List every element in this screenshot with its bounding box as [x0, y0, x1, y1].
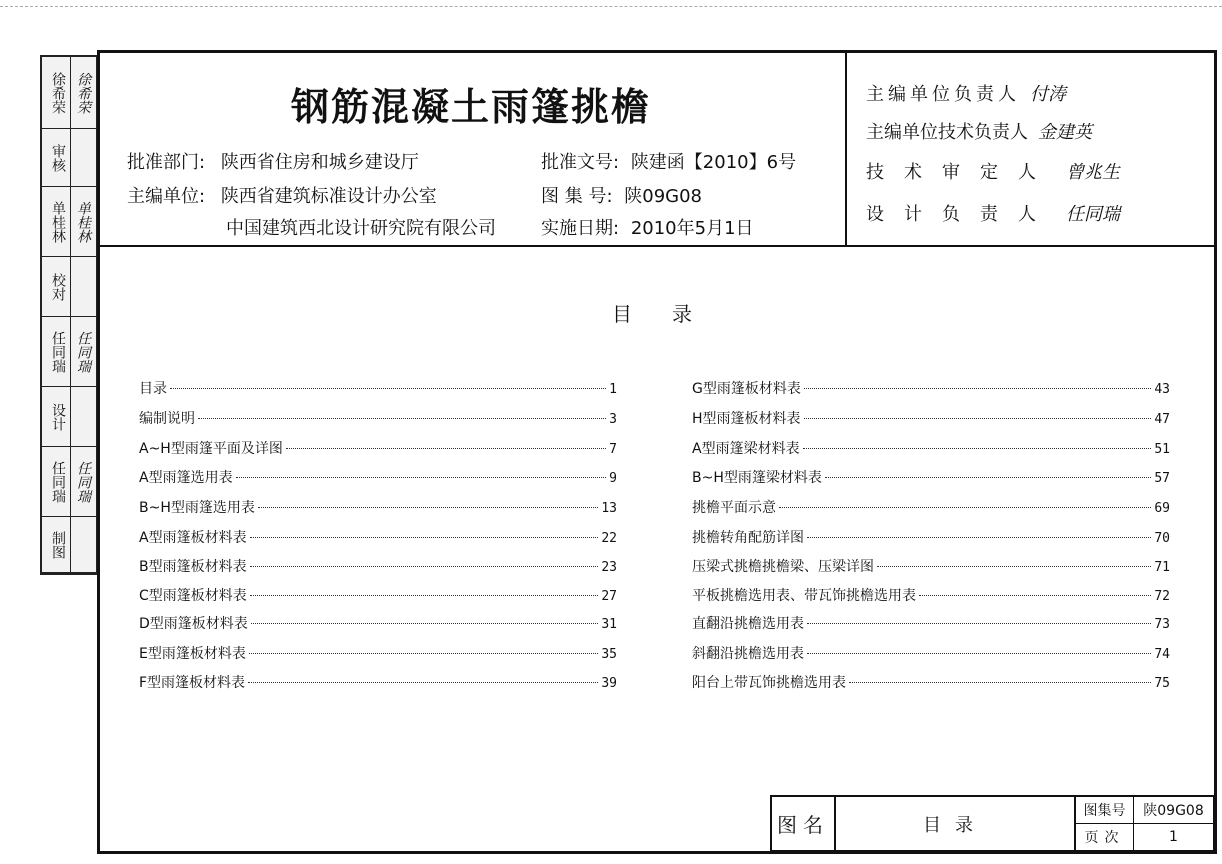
sidebar-signature — [72, 257, 94, 316]
toc-leader-dots — [804, 388, 1151, 389]
toc-entry-page: 31 — [601, 617, 617, 632]
responsible-role: 技术审定人 — [866, 162, 1056, 183]
atlas-no-value: 陕09G08 — [1134, 797, 1213, 824]
toc-leader-dots — [198, 418, 606, 419]
toc-entry-label: 阳台上带瓦饰挑檐选用表 — [692, 675, 846, 691]
toc-leader-dots — [250, 537, 599, 538]
atlas-number — [541, 182, 702, 208]
toc-leader-dots — [804, 418, 1152, 419]
toc-entry[interactable] — [139, 643, 617, 661]
toc-entry-label: 挑檐平面示意 — [692, 500, 776, 516]
toc-entry[interactable] — [692, 672, 1170, 690]
toc-entry-page: 51 — [1154, 442, 1170, 457]
sidebar-cell — [42, 187, 96, 257]
toc-entry[interactable] — [139, 672, 617, 690]
toc-entry-label: 斜翻沿挑檐选用表 — [692, 646, 804, 662]
effective-date-label: 实施日期: — [541, 218, 620, 239]
toc-entry-page: 69 — [1154, 501, 1170, 516]
page-no-value: 1 — [1169, 829, 1178, 845]
toc-entry[interactable] — [139, 378, 617, 396]
toc-leader-dots — [258, 507, 598, 508]
sidebar-label: 任同瑞 — [46, 447, 71, 516]
toc-leader-dots — [807, 537, 1151, 538]
toc-entry-page: 43 — [1154, 382, 1170, 397]
toc-entry-page: 72 — [1154, 589, 1170, 604]
toc-leader-dots — [170, 388, 606, 389]
toc-entry-label: 平板挑檐选用表、带瓦饰挑檐选用表 — [692, 588, 916, 604]
toc-entry-label: B~H型雨篷选用表 — [139, 500, 255, 516]
sidebar-cell — [42, 447, 96, 517]
editor-unit-label: 主编单位: — [127, 186, 206, 207]
toc-entry-label: D型雨篷板材料表 — [139, 616, 248, 632]
sidebar-label: 单桂林 — [46, 187, 71, 256]
page-no-label: 页次 — [1076, 824, 1134, 850]
toc-entry-page: 47 — [1154, 412, 1170, 427]
toc-leader-dots — [236, 477, 607, 478]
responsible-role: 设计负责人 — [866, 204, 1056, 225]
editor-unit-value-1: 陕西省建筑标准设计办公室 — [220, 186, 437, 207]
toc-entry-label: C型雨篷板材料表 — [139, 588, 247, 604]
toc-leader-dots — [779, 507, 1151, 508]
doc-no-value: 陕建函【2010】6号 — [630, 152, 797, 173]
toc-entry[interactable] — [692, 408, 1170, 426]
approval-sidebar — [40, 55, 98, 575]
toc-entry-label: B~H型雨篷梁材料表 — [692, 470, 822, 486]
toc-entry-page: 3 — [609, 412, 617, 427]
responsible-row — [866, 118, 1092, 144]
toc-entry[interactable] — [692, 643, 1170, 661]
sidebar-signature: 任同瑞 — [75, 460, 91, 503]
toc-entry[interactable] — [139, 438, 617, 456]
responsible-role: 主编单位技术负责人 — [866, 122, 1028, 143]
toc-entry-page: 75 — [1154, 676, 1170, 691]
atlas-number-value: 陕09G08 — [624, 186, 703, 207]
sidebar-label: 校对 — [46, 257, 71, 316]
toc-entry[interactable] — [692, 497, 1170, 515]
toc-entry[interactable] — [139, 408, 617, 426]
sidebar-label: 审核 — [46, 129, 71, 186]
toc-entry[interactable] — [139, 613, 617, 631]
editor-unit — [127, 182, 437, 208]
sidebar-cell — [42, 257, 96, 317]
drawing-name-value: 目录 — [836, 797, 1076, 850]
responsible-row — [866, 80, 1066, 106]
toc-entry-page: 71 — [1154, 560, 1170, 575]
responsible-signature: 金建英 — [1038, 122, 1092, 143]
toc-entry-label: 挑檐转角配筋详图 — [692, 530, 804, 546]
approval-dept — [127, 148, 419, 174]
toc-leader-dots — [849, 682, 1151, 683]
toc-entry-label: A~H型雨篷平面及详图 — [139, 441, 283, 457]
toc-entry-label: A型雨篷选用表 — [139, 470, 233, 486]
toc-entry-page: 39 — [601, 676, 617, 691]
sidebar-signature — [72, 387, 94, 446]
toc-leader-dots — [250, 595, 599, 596]
sidebar-signature: 任同瑞 — [75, 330, 91, 373]
sidebar-label: 任同瑞 — [46, 317, 71, 386]
toc-entry-page: 23 — [601, 560, 617, 575]
toc-leader-dots — [249, 653, 598, 654]
doc-no-label: 批准文号: — [541, 152, 620, 173]
toc-entry-label: 压梁式挑檐挑檐梁、压梁详图 — [692, 559, 874, 575]
toc-entry[interactable] — [692, 556, 1170, 574]
toc-entry-label: A型雨篷板材料表 — [139, 530, 247, 546]
toc-entry[interactable] — [139, 497, 617, 515]
toc-leader-dots — [251, 623, 599, 624]
approval-dept-label: 批准部门: — [127, 152, 206, 173]
drawing-name-label: 图名 — [772, 797, 836, 850]
toc-entry-label: 目录 — [139, 381, 167, 397]
toc-entry[interactable] — [692, 438, 1170, 456]
responsible-row — [866, 200, 1120, 226]
toc-entry[interactable] — [692, 585, 1170, 603]
sidebar-label: 制图 — [46, 517, 71, 572]
toc-leader-dots — [919, 595, 1151, 596]
toc-entry-label: 编制说明 — [139, 411, 195, 427]
toc-entry-page: 13 — [601, 501, 617, 516]
toc-entry-page: 73 — [1154, 617, 1170, 632]
toc-entry-page: 27 — [601, 589, 617, 604]
toc-entry[interactable] — [692, 613, 1170, 631]
toc-entry-label: A型雨篷梁材料表 — [692, 441, 800, 457]
responsible-row — [866, 158, 1120, 184]
atlas-number-label: 图 集 号: — [541, 186, 613, 207]
toc-entry-label: B型雨篷板材料表 — [139, 559, 247, 575]
sidebar-signature — [72, 517, 94, 572]
toc-entry-page: 74 — [1154, 647, 1170, 662]
sidebar-signature — [72, 129, 94, 186]
sidebar-label: 设计 — [46, 387, 71, 446]
toc-entry[interactable] — [692, 527, 1170, 545]
toc-leader-dots — [248, 682, 598, 683]
atlas-no-label: 图集号 — [1076, 797, 1134, 824]
toc-entry[interactable] — [692, 378, 1170, 396]
toc-leader-dots — [803, 448, 1152, 449]
toc-leader-dots — [286, 448, 606, 449]
toc-entry-page: 9 — [609, 471, 617, 486]
responsible-signature: 任同瑞 — [1066, 204, 1120, 225]
toc-entry-label: H型雨篷板材料表 — [692, 411, 801, 427]
toc-entry-label: G型雨篷板材料表 — [692, 381, 801, 397]
toc-entry-label: E型雨篷板材料表 — [139, 646, 246, 662]
approval-dept-value: 陕西省住房和城乡建设厅 — [220, 152, 419, 173]
editor-unit-value-2: 中国建筑西北设计研究院有限公司 — [226, 218, 496, 239]
toc-heading: 目录 — [612, 302, 732, 326]
sidebar-cell — [42, 387, 96, 447]
toc-entry[interactable] — [139, 585, 617, 603]
responsible-signature: 付涛 — [1030, 84, 1066, 105]
responsible-role: 主编单位负责人 — [866, 84, 1020, 105]
effective-date-value: 2010年5月1日 — [630, 218, 754, 239]
toc-entry-page: 57 — [1154, 471, 1170, 486]
title-block — [770, 795, 1215, 852]
responsible-signature: 曾兆生 — [1066, 162, 1120, 183]
toc-entry-label: 直翻沿挑檐选用表 — [692, 616, 804, 632]
toc-leader-dots — [807, 623, 1151, 624]
sidebar-cell — [42, 517, 96, 573]
toc-entry-page: 22 — [601, 531, 617, 546]
toc-leader-dots — [250, 566, 599, 567]
toc-entry[interactable] — [692, 467, 1170, 485]
toc-entry-page: 1 — [609, 382, 617, 397]
toc-leader-dots — [825, 477, 1151, 478]
toc-leader-dots — [877, 566, 1151, 567]
toc-entry-page: 70 — [1154, 531, 1170, 546]
sidebar-cell — [42, 317, 96, 387]
effective-date — [541, 214, 754, 240]
toc-leader-dots — [807, 653, 1151, 654]
toc-entry-page: 35 — [601, 647, 617, 662]
toc-entry[interactable] — [139, 527, 617, 545]
toc-entry-label: F型雨篷板材料表 — [139, 675, 246, 691]
document-title: 钢筋混凝土雨篷挑檐 — [290, 85, 651, 129]
header-vertical-divider — [845, 50, 847, 246]
sidebar-signature: 徐希荣 — [75, 71, 91, 114]
header-divider — [97, 245, 1217, 247]
toc-entry-page: 7 — [609, 442, 617, 457]
toc-entry[interactable] — [139, 556, 617, 574]
approval-doc-no — [541, 148, 796, 174]
toc-entry[interactable] — [139, 467, 617, 485]
sidebar-cell — [42, 129, 96, 187]
sidebar-label: 徐希荣 — [46, 57, 71, 128]
sidebar-signature: 单桂林 — [75, 200, 91, 243]
scan-top-line — [0, 6, 1222, 7]
sidebar-cell — [42, 57, 96, 129]
